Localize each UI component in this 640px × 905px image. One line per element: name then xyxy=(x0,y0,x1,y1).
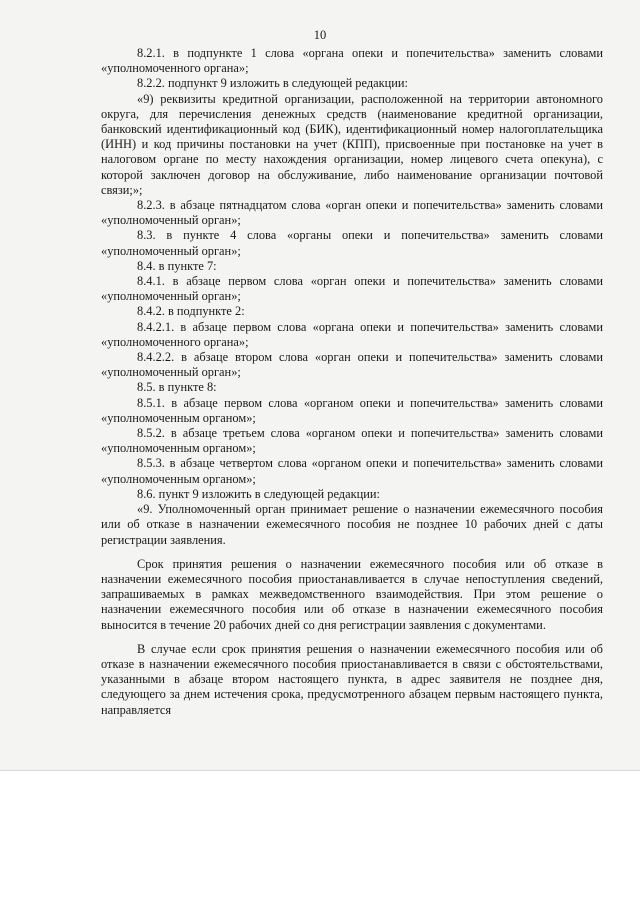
paragraph-8-4-2-1: 8.4.2.1. в абзаце первом слова «органа опеки и попечительства» заменить словами «уполномоченного органа»; xyxy=(101,319,603,349)
paragraph-8-2-1: 8.2.1. в подпункте 1 слова «органа опеки и попечительства» заменить словами «уполномоченного органа»; xyxy=(101,46,603,76)
paragraph-subpoint-9-text: «9) реквизиты кредитной организации, расположенной на территории автономного округа, для перечисления денежных средств (наименование кредитной организации, банковский идентификационный код (БИК), идентификационный номер налогоплательщика (ИНН) и код причины постановки на учет (КПП), присвоенные при постановке на учет в налоговом органе по месту нахождения организации, номер лицевого счета опекуна), с которой заключен договор на обслуживание, либо наименование организации почтовой связи;»; xyxy=(101,91,603,197)
paragraph-8-5-3: 8.5.3. в абзаце четвертом слова «органом опеки и попечительства» заменить словами «уполномоченным органом»; xyxy=(101,456,603,486)
paragraph-8-2-2: 8.2.2. подпункт 9 изложить в следующей редакции: xyxy=(137,76,409,91)
paragraph-8-4-2: 8.4.2. в подпункте 2: xyxy=(137,304,245,319)
paragraph-8-6: 8.6. пункт 9 изложить в следующей редакции: xyxy=(137,486,380,501)
paragraph-8-3: 8.3. в пункте 4 слова «органы опеки и попечительства» заменить словами «уполномоченный орган»; xyxy=(101,228,603,258)
paragraph-8-4-2-2: 8.4.2.2. в абзаце втором слова «орган опеки и попечительства» заменить словами «уполномоченный орган»; xyxy=(101,350,603,380)
paragraph-8-5: 8.5. в пункте 8: xyxy=(137,380,217,395)
paragraph-8-4: 8.4. в пункте 7: xyxy=(137,258,217,273)
document-body xyxy=(101,46,603,718)
paragraph-point-9-text: «9. Уполномоченный орган принимает решение о назначении ежемесячного пособия или об отказе в назначении ежемесячного пособия не позднее 10 рабочих дней с даты регистрации заявления. xyxy=(101,502,603,547)
paragraph-applicant-notice: В случае если срок принятия решения о назначении ежемесячного пособия или об отказе в назначении ежемесячного пособия приостанавливается в связи с обстоятельствами, указанными в абзаце втором настоящего пункта, в адрес заявителя не позднее дня, следующего за днем истечения срока, предусмотренного абзацем первым настоящего пункта, направляется xyxy=(101,641,603,717)
paragraph-8-5-1: 8.5.1. в абзаце первом слова «органом опеки и попечительства» заменить словами «уполномоченным органом»; xyxy=(101,395,603,425)
paragraph-8-2-3: 8.2.3. в абзаце пятнадцатом слова «орган опеки и попечительства» заменить словами «уполномоченный орган»; xyxy=(101,198,603,228)
page-number: 10 xyxy=(313,28,327,42)
paragraph-deadline-suspension: Срок принятия решения о назначении ежемесячного пособия или об отказе в назначении ежемесячного пособия приостанавливается в случае непоступления сведений, запрашиваемых в рамках межведомственного взаимодействия. При этом решение о назначении ежемесячного пособия или об отказе в назначении ежемесячного пособия выносится в течение 20 рабочих дней со дня регистрации заявления с документами. xyxy=(101,556,603,632)
paragraph-8-5-2: 8.5.2. в абзаце третьем слова «органом опеки и попечительства» заменить словами «уполномоченным органом»; xyxy=(101,426,603,456)
paragraph-8-4-1: 8.4.1. в абзаце первом слова «орган опеки и попечительства» заменить словами «уполномоченный орган»; xyxy=(101,274,603,304)
